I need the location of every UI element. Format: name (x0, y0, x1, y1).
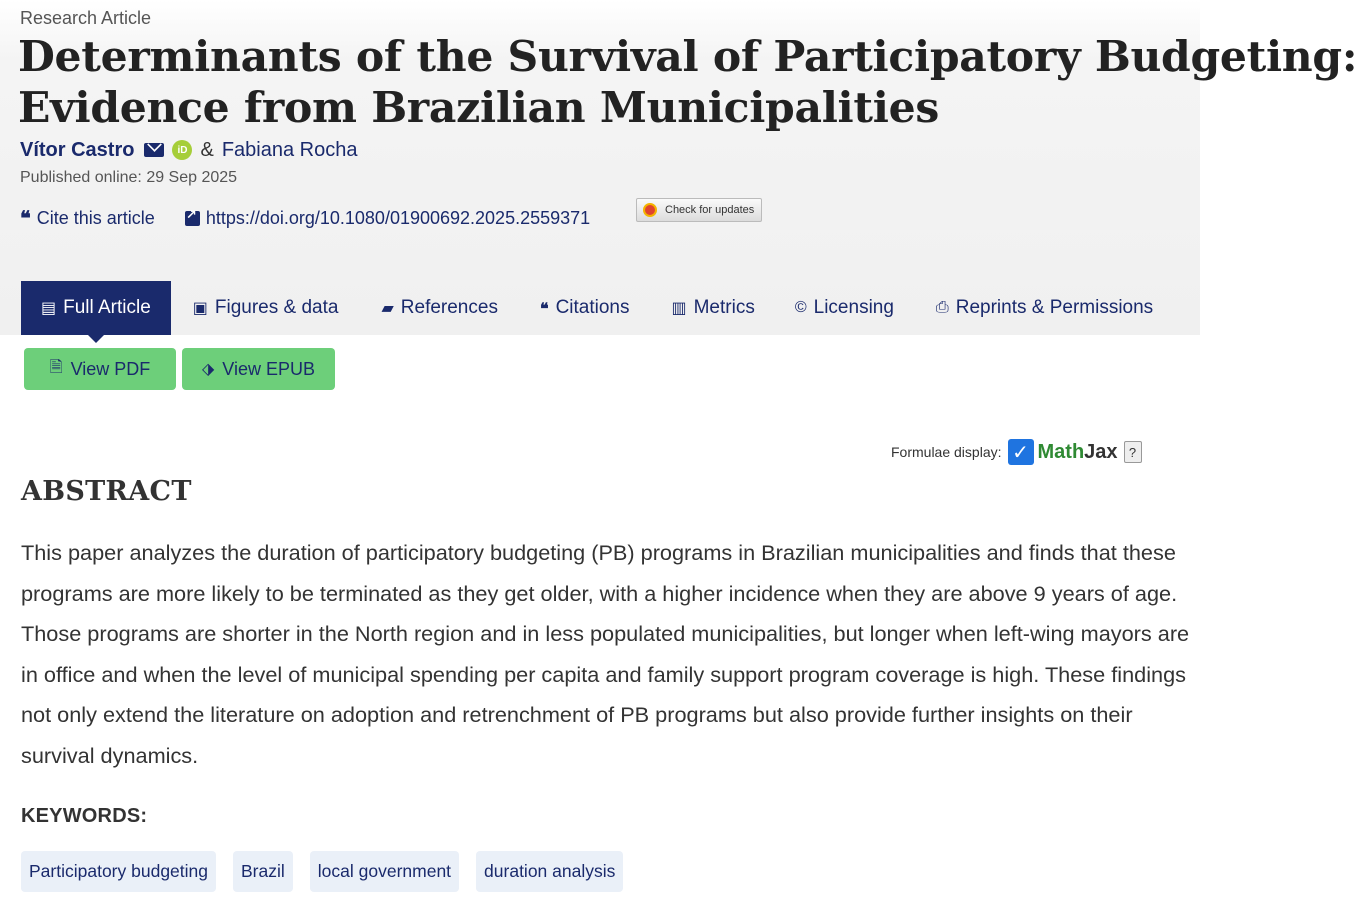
mathjax-checkbox[interactable]: ✓ (1008, 439, 1034, 465)
tab-licensing[interactable] (795, 281, 894, 335)
author-list (20, 137, 357, 163)
keyword-participatory-budgeting[interactable]: Participatory budgeting (21, 851, 216, 892)
abstract-heading: ABSTRACT (21, 476, 192, 507)
copyright-icon: © (794, 299, 807, 316)
tab-citations[interactable] (540, 281, 630, 335)
tab-label: Citations (555, 297, 630, 318)
mathjax-logo (1038, 441, 1118, 464)
pdf-icon: 🗎 (49, 358, 63, 376)
formulae-label: Formulae display: (891, 444, 1002, 460)
quote-icon: ❝ (539, 298, 549, 318)
doi-text: https://doi.org/10.1080/01900692.2025.2559371 (205, 207, 591, 228)
author-separator: & (200, 138, 214, 161)
tab-label: Reprints & Permissions (955, 297, 1154, 318)
crossmark-icon (643, 203, 657, 217)
printer-icon: ⎙ (935, 299, 949, 316)
tab-metrics[interactable] (671, 281, 754, 335)
book-icon: ▰ (381, 300, 394, 317)
tab-references[interactable] (381, 281, 497, 335)
title-line-1: Determinants of the Survival of Participatory Budgeting: (18, 32, 1357, 82)
article-title (18, 32, 1357, 134)
doi-link[interactable] (185, 208, 590, 229)
keyword-local-government[interactable]: local government (310, 851, 459, 892)
tab-label: Metrics (693, 297, 755, 318)
title-line-2: Evidence from Brazilian Municipalities (18, 83, 939, 133)
keyword-brazil[interactable]: Brazil (233, 851, 293, 892)
mathjax-logo-jax: Jax (1084, 440, 1118, 463)
tab-figures-data[interactable] (193, 281, 339, 335)
view-epub-label: View EPUB (222, 358, 316, 379)
author-link-castro[interactable]: Vítor Castro (20, 138, 135, 161)
help-button[interactable]: ? (1124, 441, 1142, 463)
formulae-display-control (891, 438, 1142, 466)
keyword-duration-analysis[interactable]: duration analysis (476, 851, 623, 892)
author-link-rocha[interactable]: Fabiana Rocha (221, 138, 358, 161)
orcid-icon[interactable]: iD (172, 140, 192, 160)
keyword-list (21, 851, 640, 892)
cite-label: Cite this article (36, 207, 155, 228)
tab-label: References (400, 297, 498, 318)
tab-label: Figures & data (214, 297, 339, 318)
bar-chart-icon: ▥ (671, 300, 687, 317)
image-icon: ▣ (192, 300, 208, 317)
updates-label: Check for updates (665, 204, 755, 216)
published-date: Published online: 29 Sep 2025 (20, 169, 238, 186)
view-pdf-label: View PDF (70, 358, 151, 379)
check-for-updates-button[interactable] (636, 198, 762, 222)
tab-full-article[interactable] (21, 281, 171, 335)
article-tabs (21, 281, 1153, 335)
keywords-heading: KEYWORDS: (21, 805, 148, 827)
tab-label: Full Article (63, 297, 151, 318)
document-icon: ▤ (41, 300, 57, 317)
tab-reprints-permissions[interactable] (936, 281, 1153, 335)
epub-icon: ⬗ (201, 361, 215, 378)
external-link-icon (185, 211, 200, 226)
quote-icon: ❝ (20, 206, 31, 230)
article-type: Research Article (20, 8, 152, 28)
view-epub-button[interactable] (182, 348, 335, 390)
view-pdf-button[interactable] (24, 348, 176, 390)
mathjax-logo-math: Math (1037, 440, 1085, 463)
article-meta-links (20, 206, 590, 230)
abstract-text: This paper analyzes the duration of participatory budgeting (PB) programs in Brazilian municipalities and finds that these programs are more likely to be terminated as they get older, with a higher incidence when they are above 9 years of age. Those programs are shorter in the North region and in less populated municipalities, but longer when left-wing mayors are in office and when the level of municipal spending per capita and family support program coverage is high. These findings not only extend the literature on adoption and retrenchment of PB programs but also provide further insights on their survival dynamics. (21, 540, 1190, 768)
tab-label: Licensing (813, 297, 894, 318)
cite-article-link[interactable] (20, 208, 155, 229)
envelope-icon[interactable] (144, 143, 164, 157)
